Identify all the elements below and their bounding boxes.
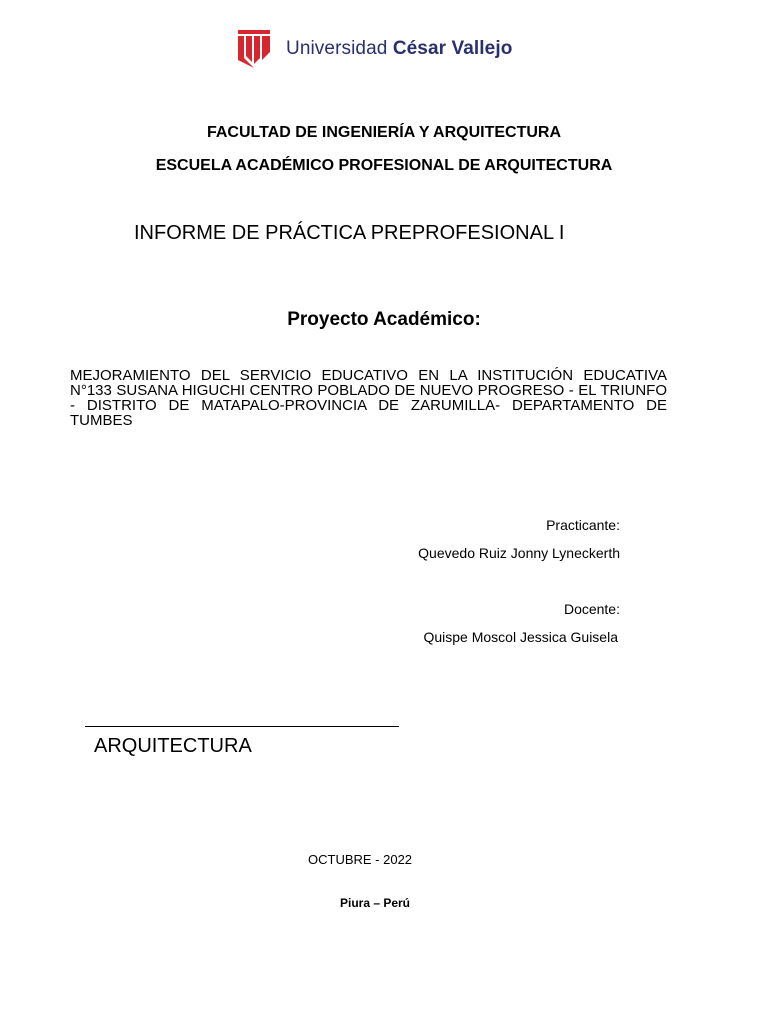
university-name-regular: Universidad	[286, 38, 393, 59]
practicante-name: Quevedo Ruiz Jonny Lyneckerth	[418, 545, 620, 561]
project-label: Proyecto Académico:	[287, 309, 481, 330]
place-text: Piura – Perú	[339, 896, 411, 910]
report-title: INFORME DE PRÁCTICA PREPROFESIONAL I	[134, 222, 565, 244]
university-name	[286, 38, 512, 60]
school-heading: ESCUELA ACADÉMICO PROFESIONAL DE ARQUITECTURA	[155, 157, 613, 174]
date-text: OCTUBRE - 2022	[308, 852, 413, 867]
university-logo	[236, 27, 512, 71]
divider-line	[85, 726, 399, 727]
career-name: ARQUITECTURA	[94, 735, 252, 757]
ucv-shield-icon	[236, 28, 272, 70]
faculty-heading: FACULTAD DE INGENIERÍA Y ARQUITECTURA	[206, 124, 562, 141]
project-title: MEJORAMIENTO DEL SERVICIO EDUCATIVO EN LA INSTITUCIÓN EDUCATIVA N°133 SUSANA HIGUCHI CENTRO POBLADO DE NUEVO PROGRESO - EL TRIUNFO - DISTRITO DE MATAPALO-PROVINCIA DE ZARUMILLA- DEPARTAMENTO DE TUMBES	[70, 367, 667, 429]
docente-name: Quispe Moscol Jessica Guisela	[423, 629, 618, 645]
docente-label: Docente:	[563, 601, 620, 617]
university-name-bold: César Vallejo	[392, 38, 513, 59]
practicante-label: Practicante:	[546, 517, 620, 533]
